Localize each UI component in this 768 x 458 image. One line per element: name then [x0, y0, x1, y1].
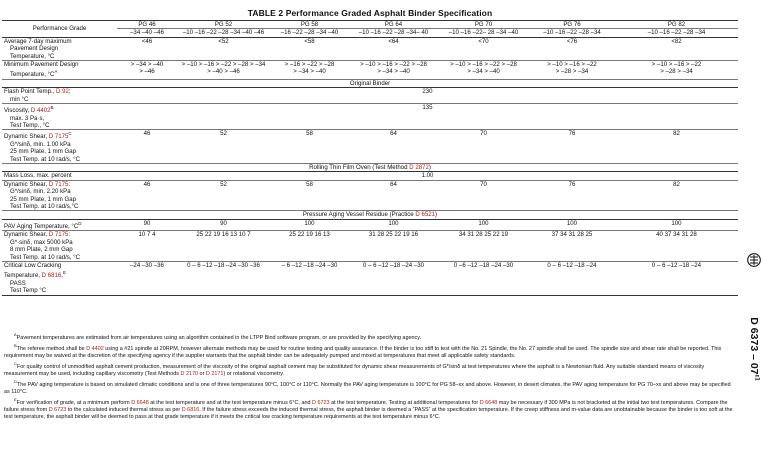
value-cell: <58 [270, 37, 349, 60]
standard-link-d6521[interactable]: D 6521 [415, 211, 436, 219]
label-line [4, 269, 115, 279]
value-cell: 0 – 6 –12 –18 –24 [529, 261, 615, 295]
value-line: > –28 > –34 [660, 68, 693, 76]
value-cell: 64 [349, 130, 438, 164]
label-line: Test Temp. at 10 rad/s, °C [10, 155, 81, 163]
value-line: > –16 > –22 > –28 [284, 61, 335, 69]
label-line: G*/sinδ, min. 1.00 kPa [10, 140, 71, 148]
grade-subs: –34 –40 –46 [117, 29, 177, 37]
label-line: max. 3 Pa·s, [10, 114, 45, 122]
label-text: ; [68, 88, 71, 96]
value-cell: 1.00 [117, 172, 738, 180]
label-line: Temperature, °C [10, 52, 55, 60]
footnote-run: to the calculated induced thermal stress as per [66, 406, 182, 413]
label-line: Pavement Design [10, 45, 59, 53]
footnote-run: For verification of grade, at a minimum perform [16, 399, 132, 406]
astm-logo-icon [747, 253, 761, 267]
value-cell: 0 –6 –12 –18 –24 –30 [438, 261, 529, 295]
label-line [4, 231, 115, 238]
footnote-a: $^A$Pavement temperatures are estimated from air temperatures using an algorithm contained in the LTPP Bind software program, or are provided by the specifying agency. [14, 332, 422, 341]
value-line: > –28 > –34 [555, 68, 589, 76]
standard-link[interactable]: D 6648 [479, 399, 498, 406]
designation-label [748, 317, 760, 380]
value-cell [117, 61, 177, 80]
value-cell: 76 [529, 130, 615, 164]
row-mass-loss [2, 172, 738, 180]
row-label [2, 180, 117, 211]
standard-link-d7175[interactable]: D 7175 [48, 231, 69, 239]
label-line: Average 7-day maximum [4, 37, 72, 45]
value-cell: 31 28 25 22 19 16 [349, 231, 438, 262]
value-cell: 100 [615, 219, 738, 230]
footnote-mark: E [62, 270, 66, 276]
value-cell: 52 [177, 180, 270, 211]
label-text: , [61, 272, 63, 280]
footnote-text: Pavement temperatures are estimated from air temperatures using an algorithm contained in the LTPP Bind software program, or are provided by the specifying agency. [16, 334, 422, 341]
section-text: Pressure Aging Vessel Residue (Practice [302, 211, 416, 219]
row-avg-pavement-temp [2, 37, 738, 60]
value-cell [270, 61, 349, 80]
value-cell: 90 [117, 219, 177, 230]
side-designation [742, 245, 766, 405]
value-cell: 100 [270, 219, 349, 230]
row-pav-temp [2, 219, 738, 230]
label-text: Temperature, [4, 272, 42, 280]
row-label: Mass Loss, max. percent [2, 172, 117, 180]
grade-name: PG 70 [438, 21, 529, 29]
label-line [4, 104, 115, 114]
footnote-mark: A [54, 69, 58, 75]
value-cell: 76 [529, 180, 615, 211]
label-text: °C [47, 71, 55, 79]
footnote-run: at the test temperature and at the test temperature minus 6°C, and [148, 399, 313, 406]
designation-text: D 6373 – 07 [748, 317, 760, 375]
row-critical-cracking [2, 261, 738, 295]
label-text: Dynamic Shear, [4, 231, 49, 239]
row-label [2, 219, 117, 230]
value-line: > –34 > –40 [467, 68, 500, 76]
label-text: Flash Point Temp., [4, 88, 57, 96]
value-cell: 46 [117, 180, 177, 211]
value-line: > –10 > –16 > –22 > –28 [360, 61, 427, 69]
value-cell: 70 [438, 130, 529, 164]
grade-subs: –10 –16 –22 –28 –34 [615, 29, 738, 37]
footnotes [4, 331, 734, 421]
performance-grade-header: Performance Grade [2, 21, 117, 38]
label-text: PAV Aging Temperature, °C [4, 222, 79, 230]
label-line: G*·sinδ, max 5000 kPa [10, 238, 73, 246]
value-cell [438, 61, 529, 80]
value-line: > –10 > –16 > –22 [547, 61, 597, 69]
value-cell: <76 [529, 37, 615, 60]
spec-table [2, 20, 738, 296]
value-cell: –24 –30 –36 [117, 261, 177, 295]
value-line: > –40 > –46 [207, 68, 240, 76]
standard-link-d92[interactable]: D 92 [56, 88, 69, 96]
standard-link[interactable]: D 6648 [131, 399, 149, 406]
row-label [2, 88, 117, 104]
value-cell: 82 [615, 180, 738, 211]
footnote-run: or [198, 370, 206, 377]
row-label [2, 37, 117, 60]
value-cell [529, 61, 615, 80]
value-cell: 58 [270, 180, 349, 211]
label-text: Dynamic Shear, [4, 133, 49, 141]
label-text: : [68, 180, 71, 188]
row-dsr-original [2, 130, 738, 164]
section-rtfo [2, 164, 738, 172]
label-text: Viscosity, [4, 107, 31, 115]
label-line: Minimum Pavement Design [4, 61, 79, 69]
value-cell: 100 [349, 219, 438, 230]
label-line: Test Temp., °C [10, 121, 50, 129]
grade-name: PG 58 [270, 21, 349, 29]
label-line: 25 mm Plate, 1 mm Gap [10, 195, 77, 203]
row-label [2, 104, 117, 130]
section-title: Original Binder [2, 79, 738, 87]
standard-link[interactable]: D 4402 [86, 345, 104, 352]
value-line: > –46 [139, 68, 155, 76]
row-label [2, 261, 117, 295]
value-cell: 37 34 31 28 25 [529, 231, 615, 262]
value-line: > –10 > –16 > –22 [651, 61, 702, 69]
section-text: ) [435, 211, 438, 219]
label-text: Temperature, [10, 71, 46, 79]
row-min-pavement-temp [2, 61, 738, 80]
row-flash-point [2, 88, 738, 104]
grade-subs: –10 –16 –22 –28 –34 –40 –46 [177, 29, 270, 37]
standard-link[interactable]: D 2171 [205, 370, 224, 377]
footnote-b: $^B$The referee method shall be D 4402 using a #21 spindle at 20RPM, however alternate methods may be used for routine testing and quality assurance. If the binder is too stiff to test with the No. 21 Spindle, the No. 27 spindle shall be used. The spindle size and shear rate shall be reported. This requirement may be waived at the discretion of the specifying agency if the supplier warrants that the asphalt binder can be adequately pumped and mixed at temperatures that meet all applicable safety standards. [4, 342, 722, 359]
value-cell: 135 [117, 104, 738, 130]
footnote-mark: C [68, 131, 72, 137]
standard-link-d4402[interactable]: D 4402 [30, 107, 51, 115]
value-cell: 82 [615, 130, 738, 164]
value-cell: 52 [177, 130, 270, 164]
footnote-run: using a #21 spindle at 20RPM, however alternate methods may be used for routine testing and quality assurance. If the binder is too stiff to test with the No. 21 Spindle, the No. 27 spindle shall be used. The spindle size and shear rate shall be reported. This requirement may be waived at the discretion of the specifying agency if the supplier warrants that the asphalt binder can be adequately pumped and mixed at temperatures that meet all applicable safety standards. [4, 345, 722, 359]
standard-link-d2872[interactable]: D 2872 [409, 164, 429, 171]
footnote-run: may be necessary if 300 MPa is not bracketed at the initial two test temperatures. Compare the failure stress from [4, 399, 728, 413]
standard-link[interactable]: D 2170 [180, 370, 199, 377]
value-cell [349, 61, 438, 80]
value-cell: 100 [438, 219, 529, 230]
section-original-binder [2, 79, 738, 87]
footnote-mark: B [50, 105, 54, 111]
label-line: PASS [10, 279, 26, 287]
value-cell: 70 [438, 180, 529, 211]
value-cell: – 6 –12 –18 –24 –30 [270, 261, 349, 295]
value-cell: 64 [349, 180, 438, 211]
grade-name: PG 82 [615, 21, 738, 29]
value-cell: <46 [117, 37, 177, 60]
footnote-e: $^E$For verification of grade, at a minimum perform D 6648 at the test temperature and at the test temperature minus 6°C, and D 6723 at the test temperature. Testing at additional temperatures for D 6648 may be necessary if 300 MPa is not bracketed at the initial two test temperatures. Compare the failure stress from D 6723 to the calculated induced thermal stress as per D 6816. If the failure stress exceeds the induced thermal stress, the asphalt binder is deemed a “PASS” at the specification temperature. If the creep stiffness and m-value data are unobtainable because the binder is too soft at the test temperature, the asphalt binder will be deemed to pass at that grade temperature if it meets the critical low cracking temperature requirements at the test temperature minus 6°C. [4, 396, 733, 420]
footnote-d: $^D$The PAV aging temperature is based on simulated climatic conditions and is one of three temperatures 90°C, 100°C or 110°C. Normally the PAV aging temperature is 100°C for PG 58–xx and above. However, in desert climates, the PAV aging temperature for PG 70–xx and above may be specified as 110°C. [4, 378, 731, 395]
row-label [2, 61, 117, 80]
value-cell: 100 [529, 219, 615, 230]
value-cell [615, 61, 738, 80]
value-cell: <82 [615, 37, 738, 60]
standard-link[interactable]: D 6723 [312, 399, 330, 406]
label-line: Test Temp °C [10, 287, 47, 295]
label-line: Critical Low Cracking [4, 261, 62, 269]
standard-link-d7175[interactable]: D 7175 [48, 133, 69, 141]
label-line [4, 88, 115, 95]
grade-subs: –10 –16 –22 –28 –34– 40 [349, 29, 438, 37]
standard-link[interactable]: D 6816 [181, 406, 200, 413]
grade-subs: –10 –16 –22 –28 –34 [529, 29, 615, 37]
value-cell: 46 [117, 130, 177, 164]
designation-sup: ε1 [753, 374, 760, 381]
footnote-run: . If the failure stress exceeds the induced thermal stress, the asphalt binder is deemed a “PASS” at the specification temperature. If the creep stiffness and m-value data are unobtainable because the binder is too soft at the test temperature, the asphalt binder will be deemed to pass at that grade temperature if it meets the critical low cracking temperature requirements at the test temperature minus 6°C. [4, 406, 733, 420]
value-line: > –10 > –16 > –22 > –28 [450, 61, 517, 69]
label-text: Dynamic Shear, [4, 180, 49, 188]
label-line [4, 130, 115, 140]
value-cell: 40 37 34 31 28 [615, 231, 738, 262]
row-viscosity [2, 104, 738, 130]
footnote-run: at the test temperature. Testing at additional temperatures for [329, 399, 480, 406]
section-title [2, 164, 738, 172]
label-line: G*/sinδ, min. 2.20 kPa [10, 188, 71, 196]
standard-link[interactable]: D 6723 [48, 406, 67, 413]
footnote-c: $^C$For quality control of unmodified asphalt cement production, measurement of the viscosity of the original asphalt cement may be substituted for dynamic shear measurements of G*/sinδ at test temperatures where the asphalt is a Newtonian fluid. Any suitable standard means of viscosity measurement may be used, including capillary viscometry (Test Methods D 2170 or D 2171) or rotational viscometry. [4, 360, 705, 377]
grade-name: PG 76 [529, 21, 615, 29]
footnote-text [4, 346, 721, 359]
row-dsr-pav [2, 231, 738, 262]
footnote-text [4, 400, 733, 420]
value-cell: 34 31 28 25 22 19 [438, 231, 529, 262]
section-pav [2, 211, 738, 219]
value-cell: 230 [117, 88, 738, 104]
value-line: > –34 > –40 [293, 68, 326, 76]
grade-subs: –16 –22 –28 –34 –40 [270, 29, 349, 37]
value-cell: <70 [438, 37, 529, 60]
footnote-text [4, 382, 731, 395]
value-line: > –34 > –40 [130, 61, 164, 69]
value-line: > –34 > –40 [377, 68, 410, 76]
section-text: Rolling Thin Film Oven (Test Method [309, 164, 410, 171]
grade-subs: –10 –16 –22– 28 –34 –40 [438, 29, 529, 37]
standard-link-d7175[interactable]: D 7175 [48, 180, 69, 188]
standard-link-d6816[interactable]: D 6816 [41, 272, 62, 280]
label-line: Test Temp. at 10 rad/s, °C [10, 253, 81, 261]
value-line: > –10 > –16 > –22 > –28 > –34 [181, 61, 266, 69]
value-cell: 25 22 19 16 13 [270, 231, 349, 262]
footnote-run: The PAV aging temperature is based on simulated climatic conditions and is one of three temperatures 90°C, 100°C or 110°C. Normally the PAV aging temperature is 100°C for PG 58–xx and above. However, in desert climates, the PAV aging temperature for PG 70–xx and above may be specified as 110°C. [4, 381, 731, 395]
value-cell: <52 [177, 37, 270, 60]
value-cell [177, 61, 270, 80]
header-row-names [2, 21, 738, 29]
row-label [2, 231, 117, 262]
section-title [2, 211, 738, 219]
value-cell: 0 – 6 –12 –18 –24 –30 –36 [177, 261, 270, 295]
value-cell: 10 7 4 [117, 231, 177, 262]
footnote-mark: D [78, 220, 82, 226]
label-line: 25 mm Plate, 1 mm Gap [10, 148, 77, 156]
footnote-run: The referee method shall be [16, 345, 87, 352]
label-text: : [68, 231, 71, 239]
value-cell: 58 [270, 130, 349, 164]
grade-name: PG 64 [349, 21, 438, 29]
footnote-run: For quality control of unmodified asphalt cement production, measurement of the viscosity of the original asphalt cement may be substituted for dynamic shear measurements of G*/sinδ at test temperatures where the asphalt is a Newtonian fluid. Any suitable standard means of viscosity measurement may be used, including capillary viscometry (Test Methods [4, 363, 705, 377]
footnote-text [4, 364, 704, 377]
value-cell: 25 22 19 16 13 10 7 [177, 231, 270, 262]
row-dsr-rtfo [2, 180, 738, 211]
label-line: min °C [10, 95, 29, 103]
grade-name: PG 52 [177, 21, 270, 29]
section-text: ) [428, 164, 431, 171]
table-title: TABLE 2 Performance Graded Asphalt Binder Specification [247, 8, 493, 18]
label-line: Test Temp. at 10 rad/s,°C [10, 203, 79, 211]
value-cell: 90 [177, 219, 270, 230]
grade-name: PG 46 [117, 21, 177, 29]
value-cell: 0 – 6 –12 –18 –24 –30 [349, 261, 438, 295]
value-cell: 0 – 6 –12 –18 –24 [615, 261, 738, 295]
label-line [4, 181, 115, 188]
row-label [2, 130, 117, 164]
footnote-run: ) or rotational viscometry. [223, 370, 285, 377]
label-line [4, 68, 115, 78]
value-cell: <64 [349, 37, 438, 60]
label-line: 8 mm Plate, 2 mm Gap [10, 246, 73, 254]
